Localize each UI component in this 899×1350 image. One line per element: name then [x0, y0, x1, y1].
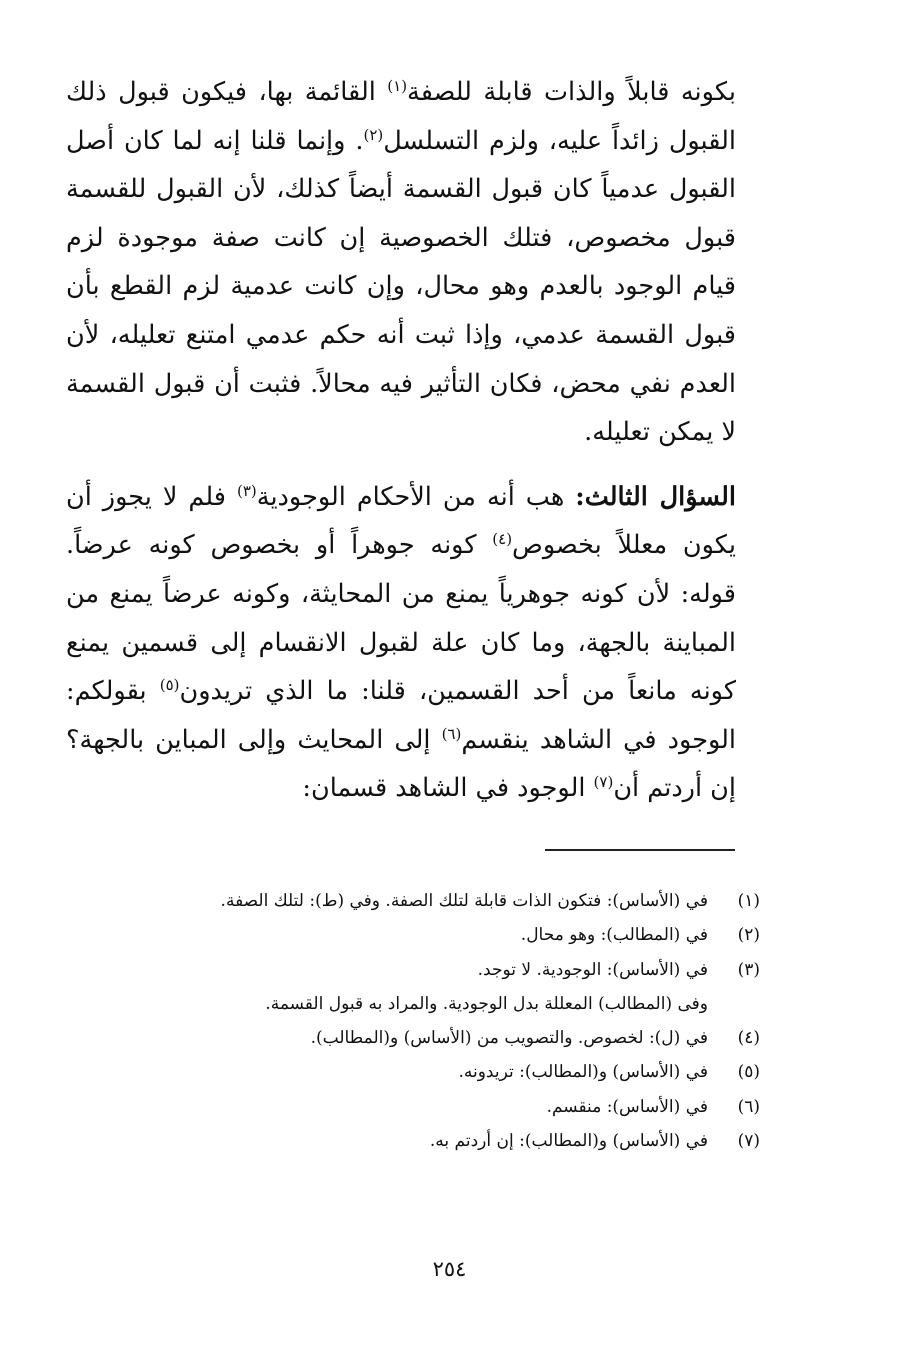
footnotes: [100, 884, 760, 1158]
text-run: بكونه قابلاً والذات قابلة للصفة: [407, 77, 736, 107]
paragraph-1: [66, 68, 736, 457]
footnote-ref[interactable]: (٧): [593, 773, 614, 792]
footnote-item: [100, 884, 760, 918]
footnote-item: [100, 953, 760, 987]
footnote-number: (٣): [737, 959, 760, 980]
paragraph-2: [66, 473, 736, 813]
footnote-item: [100, 1055, 760, 1089]
text-run: إلى المحايث وإلى المباين بالجهة؟ إن أردتم أن: [66, 724, 736, 804]
footnote-ref[interactable]: (٢): [363, 125, 384, 144]
footnote-text: في (الأساس): منقسم.: [546, 1096, 708, 1117]
footnote-continuation: [100, 987, 760, 1021]
text-run: الوجود في الشاهد قسمان:: [302, 773, 594, 804]
footnote-number: (٢): [737, 925, 760, 946]
footnote-ref[interactable]: (٣): [237, 481, 257, 500]
footnote-number: (٦): [737, 1096, 760, 1117]
footnote-separator: [545, 849, 735, 851]
footnote-item: [100, 1021, 760, 1055]
footnote-ref[interactable]: (١): [387, 77, 408, 95]
footnote-ref[interactable]: (٥): [159, 676, 180, 695]
footnote-item: [100, 1090, 760, 1124]
footnote-number: (٧): [737, 1131, 760, 1152]
section-heading: السؤال الثالث:: [575, 481, 736, 512]
footnote-item: [100, 1124, 760, 1158]
text-run: كونه جوهراً أو بخصوص كونه عرضاً. قوله: لأن كونه جوهرياً يمنع من المحايثة، وكونه عرضاً يمنع من المباينة بالجهة، وما كان علة لقبول الانقسام إلى قسمين يمنع كونه مانعاً من أحد القسمين، قلنا: ما الذي تريدون: [66, 530, 736, 707]
footnote-ref[interactable]: (٤): [492, 530, 513, 549]
footnote-text: في (الأساس): الوجودية. لا توجد.: [477, 959, 708, 980]
footnote-text: في (الأساس) و(المطالب): تريدونه.: [458, 1062, 708, 1083]
footnote-number: (٥): [737, 1062, 760, 1083]
text-run: القائمة بها، فيكون قبول ذلك القبول زائداً عليه، ولزم التسلسل: [66, 77, 736, 156]
text-run: فلم لا يجوز أن يكون معللاً بخصوص: [66, 481, 736, 561]
footnote-text: وفى (المطالب) المعللة بدل الوجودية. والمراد به قبول القسمة.: [265, 993, 708, 1014]
page-number: ٢٥٤: [432, 1257, 467, 1281]
footnote-text: في (الأساس) و(المطالب): إن أردتم به.: [429, 1131, 708, 1152]
footnote-text: في (ل): لخصوص. والتصويب من (الأساس) و(المطالب).: [310, 1028, 708, 1049]
footnote-ref[interactable]: (٦): [441, 724, 462, 743]
footnote-number: (١): [737, 891, 760, 911]
footnote-text: في (المطالب): وهو محال.: [520, 925, 708, 946]
main-text: [66, 68, 736, 813]
text-run: هب أنه من الأحكام الوجودية: [256, 481, 576, 512]
footnote-item: [100, 918, 760, 952]
footnote-number: (٤): [737, 1028, 760, 1049]
footnote-text: في (الأساس): فتكون الذات قابلة لتلك الصفة. وفي (ط): لتلك الصفة.: [220, 891, 708, 911]
text-run: . وإنما قلنا إنه لما كان أصل القبول عدمياً كان قبول القسمة أيضاً كذلك، لأن القبول للقسمة قبول مخصوص، فتلك الخصوصية إن كانت صفة موجودة لزم قيام الوجود بالعدم وهو محال، وإن كانت عدمية لزم القطع بأن قبول القسمة عدمي، وإذا ثبت أنه حكم عدمي امتنع تعليله، لأن العدم نفي محض، فكان التأثير فيه محالاً. فثبت أن قبول القسمة لا يمكن تعليله.: [66, 125, 736, 448]
text-run: بقولكم: الوجود في الشاهد ينقسم: [66, 676, 736, 755]
